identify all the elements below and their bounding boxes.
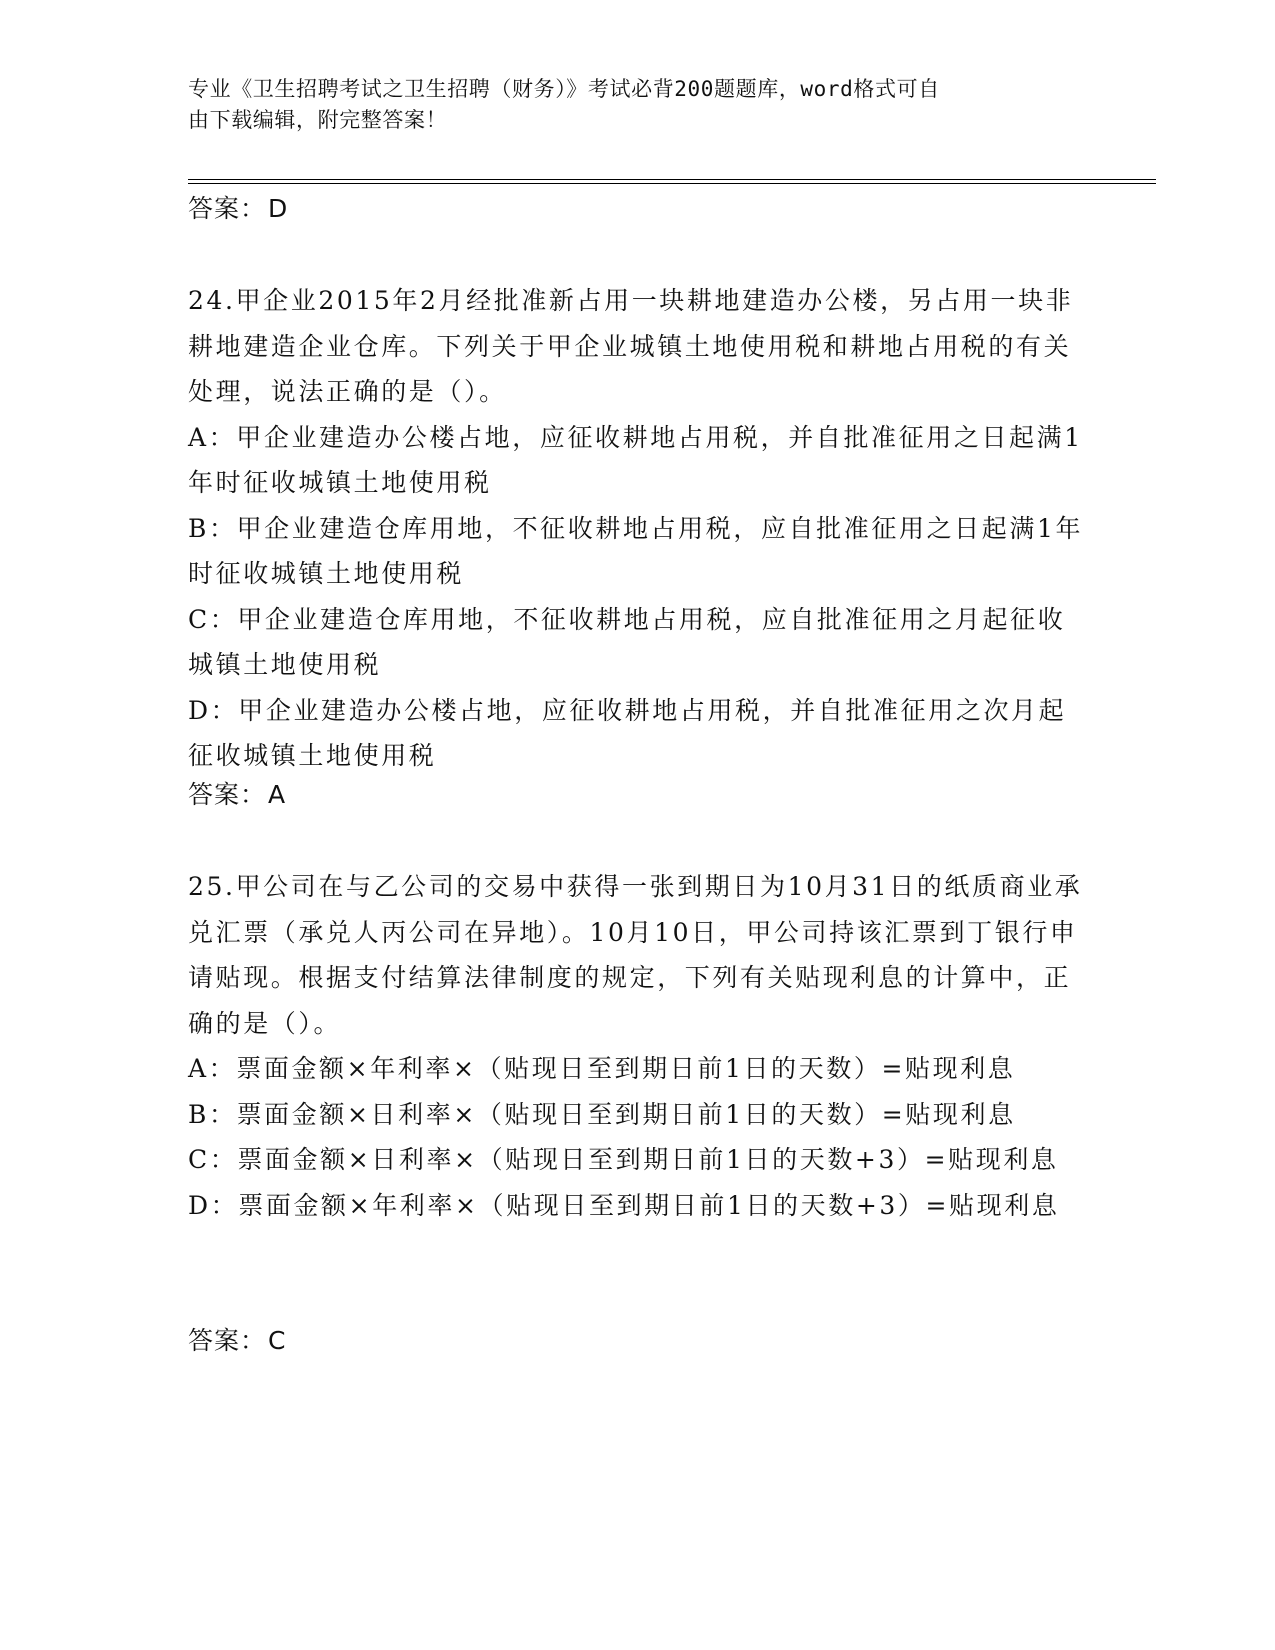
- option-c: C：甲企业建造仓库用地，不征收耕地占用税，应自批准征用之月起征收城镇土地使用税: [188, 604, 1066, 679]
- document-header: [188, 74, 1088, 136]
- option-b: B：票面金额×日利率×（贴现日至到期日前1日的天数）=贴现利息: [188, 1099, 1016, 1129]
- answer-label: 答案：: [188, 1326, 267, 1355]
- header-divider-top: [188, 179, 1156, 180]
- question-stem: [188, 864, 1088, 1046]
- question-25: [188, 864, 1088, 1228]
- question-number: 24.: [188, 286, 236, 315]
- answer-value: C: [268, 1326, 287, 1355]
- question-number: 25.: [188, 872, 236, 901]
- option-c: C：票面金额×日利率×（贴现日至到期日前1日的天数+3）=贴现利息: [188, 1145, 1059, 1174]
- answer-label: 答案：: [188, 194, 267, 223]
- header-text-line-2: 由下载编辑，附完整答案！: [188, 108, 448, 132]
- answer-25: [188, 1324, 286, 1358]
- question-text: 甲企业2015年2月经批准新占用一块耕地建造办公楼，另占用一块非耕地建造企业仓库。下列关于甲企业城镇土地使用税和耕地占用税的有关处理，说法正确的是（）。: [188, 286, 1074, 406]
- option-d: D：票面金额×年利率×（贴现日至到期日前1日的天数+3）=贴现利息: [188, 1190, 1060, 1220]
- answer-24: [188, 778, 286, 812]
- option-d: D：甲企业建造办公楼占地，应征收耕地占用税，并自批准征用之次月起征收城镇土地使用税: [188, 695, 1067, 770]
- option-b: B：甲企业建造仓库用地，不征收耕地占用税，应自批准征用之日起满1年时征收城镇土地使用税: [188, 513, 1084, 588]
- answer-value: A: [268, 780, 287, 809]
- answer-label: 答案：: [188, 780, 267, 809]
- answer-value: D: [268, 194, 289, 223]
- question-stem: [188, 278, 1088, 415]
- question-text: 甲公司在与乙公司的交易中获得一张到期日为10月31日的纸质商业承兑汇票（承兑人丙公司在异地）。10月10日，甲公司持该汇票到丁银行申请贴现。根据支付结算法律制度的规定，下列有关贴现利息的计算中，正确的是（）。: [188, 872, 1083, 1038]
- option-a: A：票面金额×年利率×（贴现日至到期日前1日的天数）=贴现利息: [188, 1054, 1016, 1083]
- option-a: A：甲企业建造办公楼占地，应征收耕地占用税，并自批准征用之日起满1年时征收城镇土地使用税: [188, 422, 1083, 497]
- answer-previous: [188, 192, 288, 226]
- question-24: [188, 278, 1088, 779]
- header-text-line-1: 专业《卫生招聘考试之卫生招聘（财务）》考试必背200题题库，word格式可自: [188, 77, 940, 101]
- header-divider-bottom: [188, 183, 1156, 184]
